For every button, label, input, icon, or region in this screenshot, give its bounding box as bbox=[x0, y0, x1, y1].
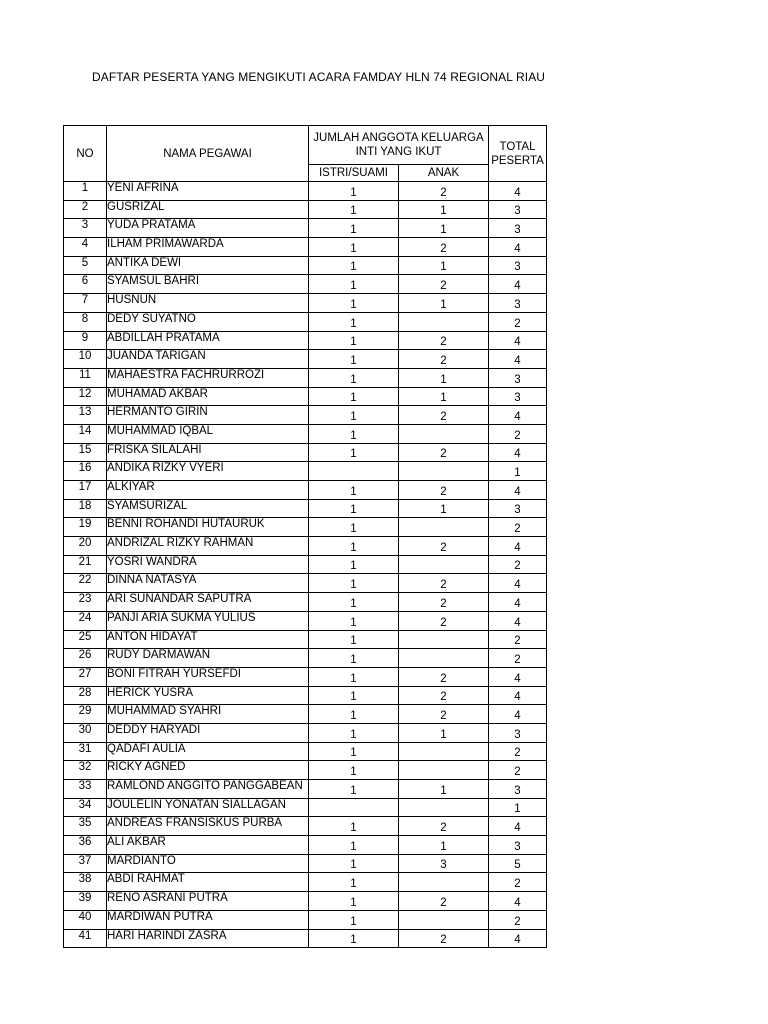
cell-istri-suami: 1 bbox=[309, 443, 399, 462]
cell-no: 39 bbox=[64, 892, 107, 911]
cell-anak: 2 bbox=[399, 481, 489, 500]
cell-no: 10 bbox=[64, 350, 107, 369]
cell-total: 3 bbox=[489, 780, 547, 799]
cell-total: 1 bbox=[489, 798, 547, 817]
cell-no: 15 bbox=[64, 443, 107, 462]
cell-anak: 2 bbox=[399, 443, 489, 462]
cell-istri-suami: 1 bbox=[309, 761, 399, 780]
cell-istri-suami: 1 bbox=[309, 723, 399, 742]
cell-no: 18 bbox=[64, 499, 107, 518]
participant-table bbox=[63, 125, 547, 948]
cell-total: 4 bbox=[489, 686, 547, 705]
table-row bbox=[64, 649, 547, 668]
cell-istri-suami: 1 bbox=[309, 518, 399, 537]
cell-nama: ABDI RAHMAT bbox=[107, 873, 309, 892]
cell-total: 2 bbox=[489, 555, 547, 574]
cell-no: 12 bbox=[64, 387, 107, 406]
table-row bbox=[64, 256, 547, 275]
cell-no: 16 bbox=[64, 462, 107, 481]
cell-anak bbox=[399, 910, 489, 929]
cell-total: 2 bbox=[489, 873, 547, 892]
header-no: NO bbox=[64, 126, 107, 182]
table-header bbox=[64, 126, 547, 182]
cell-nama: HERICK YUSRA bbox=[107, 686, 309, 705]
cell-total: 4 bbox=[489, 350, 547, 369]
cell-nama: ANDIKA RIZKY VYERI bbox=[107, 462, 309, 481]
cell-nama: RAMLOND ANGGITO PANGGABEAN bbox=[107, 780, 309, 799]
cell-nama: ANTON HIDAYAT bbox=[107, 630, 309, 649]
cell-nama: GUSRIZAL bbox=[107, 200, 309, 219]
cell-total: 4 bbox=[489, 705, 547, 724]
table-row bbox=[64, 630, 547, 649]
cell-istri-suami: 1 bbox=[309, 219, 399, 238]
cell-nama: DINNA NATASYA bbox=[107, 574, 309, 593]
cell-total: 4 bbox=[489, 537, 547, 556]
cell-total: 2 bbox=[489, 649, 547, 668]
table-row bbox=[64, 705, 547, 724]
cell-no: 11 bbox=[64, 368, 107, 387]
cell-no: 22 bbox=[64, 574, 107, 593]
cell-istri-suami: 1 bbox=[309, 892, 399, 911]
table-row bbox=[64, 200, 547, 219]
cell-no: 28 bbox=[64, 686, 107, 705]
table-row bbox=[64, 667, 547, 686]
cell-anak: 2 bbox=[399, 574, 489, 593]
cell-total: 4 bbox=[489, 275, 547, 294]
table-row bbox=[64, 219, 547, 238]
header-nama-pegawai: NAMA PEGAWAI bbox=[107, 126, 309, 182]
cell-anak: 2 bbox=[399, 929, 489, 948]
cell-istri-suami: 1 bbox=[309, 611, 399, 630]
cell-no: 5 bbox=[64, 256, 107, 275]
cell-total: 2 bbox=[489, 910, 547, 929]
cell-total: 4 bbox=[489, 182, 547, 201]
cell-nama: ANDREAS FRANSISKUS PURBA bbox=[107, 817, 309, 836]
cell-nama: ALKIYAR bbox=[107, 481, 309, 500]
table-row bbox=[64, 892, 547, 911]
cell-no: 32 bbox=[64, 761, 107, 780]
cell-anak: 1 bbox=[399, 780, 489, 799]
cell-anak: 2 bbox=[399, 686, 489, 705]
cell-anak: 2 bbox=[399, 817, 489, 836]
cell-no: 23 bbox=[64, 593, 107, 612]
table-row bbox=[64, 387, 547, 406]
table-row bbox=[64, 836, 547, 855]
cell-anak: 2 bbox=[399, 667, 489, 686]
cell-total: 4 bbox=[489, 611, 547, 630]
cell-nama: JUANDA TARIGAN bbox=[107, 350, 309, 369]
cell-no: 19 bbox=[64, 518, 107, 537]
cell-total: 3 bbox=[489, 499, 547, 518]
cell-total: 4 bbox=[489, 481, 547, 500]
table-row bbox=[64, 537, 547, 556]
cell-anak: 2 bbox=[399, 406, 489, 425]
cell-no: 33 bbox=[64, 780, 107, 799]
table-row bbox=[64, 331, 547, 350]
cell-anak bbox=[399, 798, 489, 817]
document-title: DAFTAR PESERTA YANG MENGIKUTI ACARA FAMDAY HLN 74 REGIONAL RIAU bbox=[92, 70, 546, 84]
cell-total: 4 bbox=[489, 929, 547, 948]
cell-anak: 1 bbox=[399, 256, 489, 275]
cell-anak: 2 bbox=[399, 593, 489, 612]
cell-nama: QADAFI AULIA bbox=[107, 742, 309, 761]
cell-nama: PANJI ARIA SUKMA YULIUS bbox=[107, 611, 309, 630]
cell-istri-suami: 1 bbox=[309, 481, 399, 500]
cell-anak bbox=[399, 761, 489, 780]
table-row bbox=[64, 593, 547, 612]
cell-no: 35 bbox=[64, 817, 107, 836]
cell-nama: RICKY AGNED bbox=[107, 761, 309, 780]
cell-no: 36 bbox=[64, 836, 107, 855]
cell-istri-suami: 1 bbox=[309, 929, 399, 948]
table-row bbox=[64, 723, 547, 742]
cell-anak: 2 bbox=[399, 275, 489, 294]
table-row bbox=[64, 275, 547, 294]
cell-anak: 1 bbox=[399, 723, 489, 742]
cell-anak bbox=[399, 649, 489, 668]
header-anak: ANAK bbox=[399, 165, 489, 182]
cell-nama: YUDA PRATAMA bbox=[107, 219, 309, 238]
table-row bbox=[64, 910, 547, 929]
cell-total: 2 bbox=[489, 630, 547, 649]
cell-nama: SYAMSUL BAHRI bbox=[107, 275, 309, 294]
table-body bbox=[64, 182, 547, 948]
cell-anak: 2 bbox=[399, 350, 489, 369]
cell-no: 24 bbox=[64, 611, 107, 630]
cell-nama: RENO ASRANI PUTRA bbox=[107, 892, 309, 911]
cell-istri-suami: 1 bbox=[309, 817, 399, 836]
table-row bbox=[64, 574, 547, 593]
cell-no: 8 bbox=[64, 312, 107, 331]
cell-istri-suami: 1 bbox=[309, 312, 399, 331]
cell-istri-suami: 1 bbox=[309, 406, 399, 425]
cell-istri-suami: 1 bbox=[309, 854, 399, 873]
table-row bbox=[64, 312, 547, 331]
cell-anak: 2 bbox=[399, 892, 489, 911]
cell-istri-suami: 1 bbox=[309, 780, 399, 799]
cell-istri-suami: 1 bbox=[309, 275, 399, 294]
table-row bbox=[64, 406, 547, 425]
cell-nama: HARI HARINDI ZASRA bbox=[107, 929, 309, 948]
table-row bbox=[64, 481, 547, 500]
cell-total: 2 bbox=[489, 761, 547, 780]
cell-no: 37 bbox=[64, 854, 107, 873]
cell-istri-suami: 1 bbox=[309, 499, 399, 518]
cell-nama: FRISKA SILALAHI bbox=[107, 443, 309, 462]
table-row bbox=[64, 873, 547, 892]
cell-anak bbox=[399, 630, 489, 649]
cell-istri-suami: 1 bbox=[309, 256, 399, 275]
cell-istri-suami: 1 bbox=[309, 182, 399, 201]
cell-total: 3 bbox=[489, 200, 547, 219]
cell-istri-suami: 1 bbox=[309, 742, 399, 761]
cell-total: 3 bbox=[489, 836, 547, 855]
table-row bbox=[64, 780, 547, 799]
cell-total: 3 bbox=[489, 368, 547, 387]
table-row bbox=[64, 686, 547, 705]
cell-no: 29 bbox=[64, 705, 107, 724]
cell-total: 4 bbox=[489, 892, 547, 911]
table-row bbox=[64, 854, 547, 873]
cell-nama: ANDRIZAL RIZKY RAHMAN bbox=[107, 537, 309, 556]
cell-no: 17 bbox=[64, 481, 107, 500]
cell-no: 34 bbox=[64, 798, 107, 817]
cell-anak bbox=[399, 462, 489, 481]
cell-nama: HERMANTO GIRIN bbox=[107, 406, 309, 425]
cell-total: 2 bbox=[489, 424, 547, 443]
table-row bbox=[64, 798, 547, 817]
cell-anak bbox=[399, 424, 489, 443]
cell-nama: ALI AKBAR bbox=[107, 836, 309, 855]
cell-istri-suami: 1 bbox=[309, 368, 399, 387]
cell-istri-suami: 1 bbox=[309, 424, 399, 443]
table-row bbox=[64, 817, 547, 836]
cell-no: 30 bbox=[64, 723, 107, 742]
cell-istri-suami: 1 bbox=[309, 200, 399, 219]
cell-nama: MAHAESTRA FACHRURROZI bbox=[107, 368, 309, 387]
cell-istri-suami: 1 bbox=[309, 350, 399, 369]
cell-no: 26 bbox=[64, 649, 107, 668]
cell-no: 40 bbox=[64, 910, 107, 929]
header-istri-suami: ISTRI/SUAMI bbox=[309, 165, 399, 182]
cell-nama: MUHAMAD AKBAR bbox=[107, 387, 309, 406]
cell-no: 20 bbox=[64, 537, 107, 556]
cell-no: 31 bbox=[64, 742, 107, 761]
cell-anak: 3 bbox=[399, 854, 489, 873]
cell-total: 3 bbox=[489, 294, 547, 313]
cell-nama: HUSNUN bbox=[107, 294, 309, 313]
cell-no: 13 bbox=[64, 406, 107, 425]
cell-nama: RUDY DARMAWAN bbox=[107, 649, 309, 668]
cell-anak: 1 bbox=[399, 200, 489, 219]
cell-total: 4 bbox=[489, 667, 547, 686]
cell-istri-suami: 1 bbox=[309, 555, 399, 574]
cell-istri-suami: 1 bbox=[309, 593, 399, 612]
cell-no: 9 bbox=[64, 331, 107, 350]
cell-total: 2 bbox=[489, 742, 547, 761]
cell-nama: MUHAMMAD IQBAL bbox=[107, 424, 309, 443]
cell-istri-suami: 1 bbox=[309, 686, 399, 705]
table-row bbox=[64, 238, 547, 257]
table-row bbox=[64, 499, 547, 518]
cell-no: 41 bbox=[64, 929, 107, 948]
header-total-peserta: TOTAL PESERTA bbox=[489, 126, 547, 182]
cell-istri-suami: 1 bbox=[309, 537, 399, 556]
table-row bbox=[64, 182, 547, 201]
cell-anak: 2 bbox=[399, 238, 489, 257]
cell-anak bbox=[399, 518, 489, 537]
cell-nama: BENNI ROHANDI HUTAURUK bbox=[107, 518, 309, 537]
cell-istri-suami: 1 bbox=[309, 331, 399, 350]
cell-anak: 2 bbox=[399, 705, 489, 724]
table-row bbox=[64, 742, 547, 761]
cell-no: 21 bbox=[64, 555, 107, 574]
table-row bbox=[64, 761, 547, 780]
cell-nama: YENI AFRINA bbox=[107, 182, 309, 201]
cell-nama: ARI SUNANDAR SAPUTRA bbox=[107, 593, 309, 612]
cell-nama: YOSRI WANDRA bbox=[107, 555, 309, 574]
cell-istri-suami: 1 bbox=[309, 705, 399, 724]
header-jumlah-anggota: JUMLAH ANGGOTA KELUARGA INTI YANG IKUT bbox=[309, 126, 489, 165]
cell-anak: 2 bbox=[399, 182, 489, 201]
table-row bbox=[64, 368, 547, 387]
cell-no: 7 bbox=[64, 294, 107, 313]
cell-total: 2 bbox=[489, 518, 547, 537]
cell-total: 5 bbox=[489, 854, 547, 873]
cell-nama: ANTIKA DEWI bbox=[107, 256, 309, 275]
cell-nama: DEDDY HARYADI bbox=[107, 723, 309, 742]
cell-total: 2 bbox=[489, 312, 547, 331]
cell-nama: JOULELIN YONATAN SIALLAGAN bbox=[107, 798, 309, 817]
cell-nama: ILHAM PRIMAWARDA bbox=[107, 238, 309, 257]
cell-nama: MARDIWAN PUTRA bbox=[107, 910, 309, 929]
cell-istri-suami bbox=[309, 798, 399, 817]
cell-nama: MUHAMMAD SYAHRI bbox=[107, 705, 309, 724]
cell-anak: 1 bbox=[399, 294, 489, 313]
cell-istri-suami: 1 bbox=[309, 238, 399, 257]
cell-anak: 1 bbox=[399, 387, 489, 406]
cell-total: 3 bbox=[489, 723, 547, 742]
table-row bbox=[64, 462, 547, 481]
cell-anak: 2 bbox=[399, 537, 489, 556]
cell-istri-suami: 1 bbox=[309, 630, 399, 649]
cell-no: 38 bbox=[64, 873, 107, 892]
cell-istri-suami bbox=[309, 462, 399, 481]
cell-nama: DEDY SUYATNO bbox=[107, 312, 309, 331]
cell-istri-suami: 1 bbox=[309, 574, 399, 593]
cell-no: 1 bbox=[64, 182, 107, 201]
table-row bbox=[64, 443, 547, 462]
cell-total: 4 bbox=[489, 443, 547, 462]
cell-total: 4 bbox=[489, 817, 547, 836]
cell-nama: ABDILLAH PRATAMA bbox=[107, 331, 309, 350]
table-row bbox=[64, 424, 547, 443]
cell-total: 4 bbox=[489, 238, 547, 257]
cell-anak: 2 bbox=[399, 611, 489, 630]
cell-no: 4 bbox=[64, 238, 107, 257]
cell-istri-suami: 1 bbox=[309, 667, 399, 686]
cell-anak: 2 bbox=[399, 331, 489, 350]
table-row bbox=[64, 611, 547, 630]
cell-istri-suami: 1 bbox=[309, 836, 399, 855]
cell-total: 3 bbox=[489, 387, 547, 406]
cell-anak: 1 bbox=[399, 368, 489, 387]
cell-anak bbox=[399, 555, 489, 574]
cell-anak: 1 bbox=[399, 499, 489, 518]
cell-nama: SYAMSURIZAL bbox=[107, 499, 309, 518]
cell-no: 3 bbox=[64, 219, 107, 238]
cell-total: 1 bbox=[489, 462, 547, 481]
cell-nama: BONI FITRAH YURSEFDI bbox=[107, 667, 309, 686]
cell-istri-suami: 1 bbox=[309, 649, 399, 668]
table-row bbox=[64, 555, 547, 574]
cell-istri-suami: 1 bbox=[309, 294, 399, 313]
cell-no: 2 bbox=[64, 200, 107, 219]
cell-anak bbox=[399, 742, 489, 761]
cell-no: 25 bbox=[64, 630, 107, 649]
cell-total: 4 bbox=[489, 593, 547, 612]
table-row bbox=[64, 929, 547, 948]
cell-istri-suami: 1 bbox=[309, 910, 399, 929]
cell-total: 3 bbox=[489, 256, 547, 275]
cell-anak bbox=[399, 873, 489, 892]
cell-total: 4 bbox=[489, 574, 547, 593]
cell-anak bbox=[399, 312, 489, 331]
cell-no: 6 bbox=[64, 275, 107, 294]
cell-nama: MARDIANTO bbox=[107, 854, 309, 873]
cell-total: 4 bbox=[489, 331, 547, 350]
cell-istri-suami: 1 bbox=[309, 873, 399, 892]
table-row bbox=[64, 518, 547, 537]
table-row bbox=[64, 294, 547, 313]
cell-no: 27 bbox=[64, 667, 107, 686]
table-row bbox=[64, 350, 547, 369]
cell-anak: 1 bbox=[399, 836, 489, 855]
cell-istri-suami: 1 bbox=[309, 387, 399, 406]
cell-total: 3 bbox=[489, 219, 547, 238]
cell-total: 4 bbox=[489, 406, 547, 425]
cell-no: 14 bbox=[64, 424, 107, 443]
cell-anak: 1 bbox=[399, 219, 489, 238]
